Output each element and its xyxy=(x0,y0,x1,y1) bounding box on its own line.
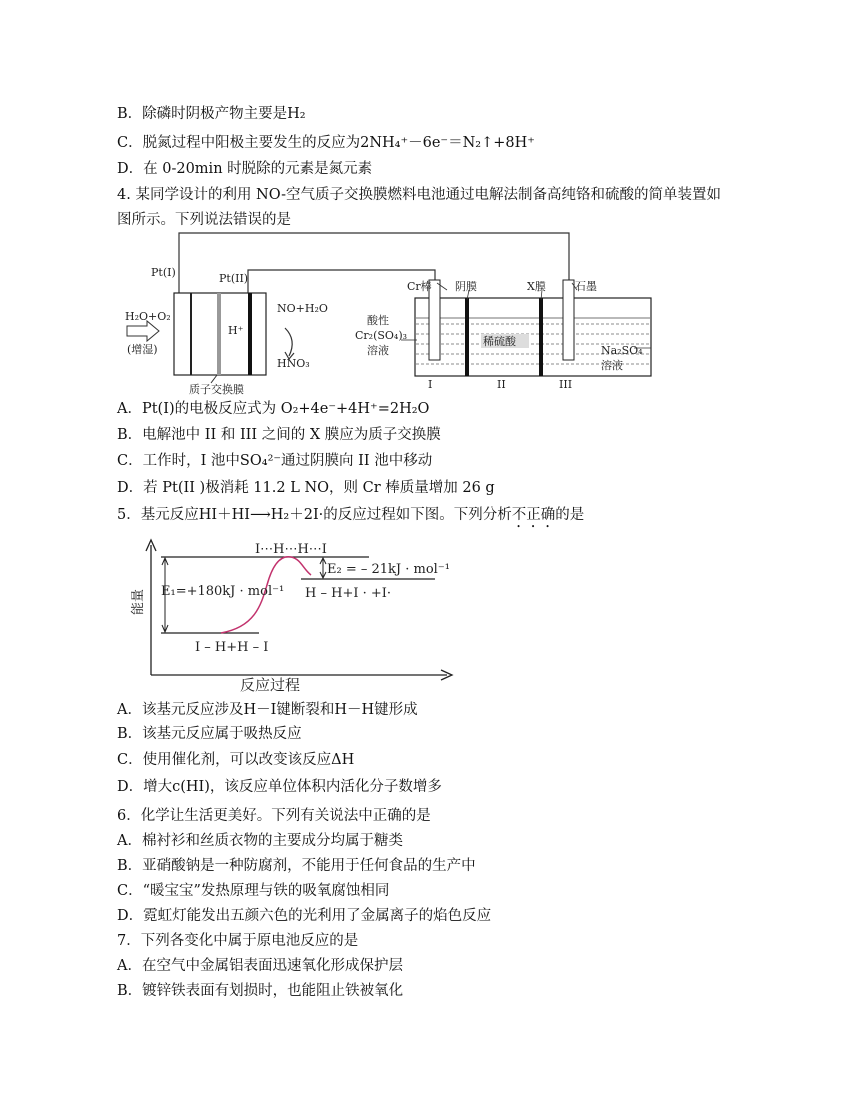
q6-option-b: B．亚硝酸钠是一种防腐剂，不能用于任何食品的生产中 xyxy=(117,858,476,874)
graphite-label: 石墨 xyxy=(575,280,597,293)
products-label: H – H+I · +I· xyxy=(305,586,392,601)
q4-option-a: A．Pt(Ⅰ)的电极反应式为 O₂+4e⁻+4H⁺=2H₂O xyxy=(117,401,430,417)
solution2-label: 溶液 xyxy=(601,359,623,372)
room2-label: II xyxy=(497,378,506,391)
acidic-label: 酸性 xyxy=(367,314,389,327)
q5-stem-emphasis: 不正确 xyxy=(511,507,556,523)
q3-option-d: D．在 0-20min 时脱除的元素是氮元素 xyxy=(117,161,373,177)
q6-option-c: C．“暖宝宝”发热原理与铁的吸氧腐蚀相同 xyxy=(117,883,390,899)
hplus-label: H⁺ xyxy=(228,324,244,337)
graphite-rod xyxy=(563,280,574,360)
pt1-label: Pt(I) xyxy=(151,266,176,279)
q6-option-a: A．棉衬衫和丝质衣物的主要成分均属于糖类 xyxy=(117,833,403,849)
e1-label: E₁=+180kJ · mol⁻¹ xyxy=(161,584,285,599)
q5-option-a: A．该基元反应涉及H－I键断裂和H－H键形成 xyxy=(117,702,418,718)
q4-stem-line1: 4. 某同学设计的利用 NO-空气质子交换膜燃料电池通过电解法制备高纯铬和硫酸的简单装置如 xyxy=(117,187,722,203)
q5-stem xyxy=(117,505,584,531)
q5-option-d: D．增大c(HI)，该反应单位体积内活化分子数增多 xyxy=(117,779,442,795)
q7-option-a: A．在空气中金属铝表面迅速氧化形成保护层 xyxy=(117,958,403,974)
no-h2o-label: NO+H₂O xyxy=(277,302,328,315)
q3-option-c: C．脱氮过程中阳极主要发生的反应为2NH₄⁺－6e⁻＝N₂↑+8H⁺ xyxy=(117,135,535,151)
q6-option-d: D．霓虹灯能发出五颜六色的光利用了金属离子的焰色反应 xyxy=(117,908,492,924)
q6-stem: 6．化学让生活更美好。下列有关说法中正确的是 xyxy=(117,808,431,824)
na-salt-label: Na₂SO₄ xyxy=(601,344,643,357)
e2-label: E₂ = – 21kJ · mol⁻¹ xyxy=(327,562,450,577)
q4-electrolysis-figure xyxy=(117,228,677,400)
q5-stem-part1: 5．基元反应HI＋HI⟶H₂＋2I·的反应过程如下图。下列分析 xyxy=(117,507,512,523)
y-axis-label: 能量 xyxy=(131,588,146,615)
pt2-label: Pt(II) xyxy=(219,272,249,285)
humid-label: (增湿) xyxy=(127,343,158,356)
room3-label: III xyxy=(559,378,573,391)
cr-rod-label: Cr棒 xyxy=(407,280,432,293)
room1-label: I xyxy=(428,378,433,391)
solution1-label: 溶液 xyxy=(367,344,389,357)
cr-salt-label: Cr₂(SO₄)₃ xyxy=(355,329,408,342)
q4-option-c: C．工作时，I 池中SO₄²⁻通过阴膜向 II 池中移动 xyxy=(117,453,433,469)
q4-option-d: D．若 Pt(II )极消耗 11.2 L NO，则 Cr 棒质量增加 26 g xyxy=(117,480,495,496)
x-axis-label: 反应过程 xyxy=(240,676,301,694)
q7-option-b: B．镀锌铁表面有划损时，也能阻止铁被氧化 xyxy=(117,983,404,999)
q5-stem-part3: 的是 xyxy=(555,507,585,523)
x-membrane-label: X膜 xyxy=(527,280,546,293)
q4-option-b: B．电解池中 II 和 III 之间的 X 膜应为质子交换膜 xyxy=(117,427,441,443)
q5-option-b: B．该基元反应属于吸热反应 xyxy=(117,726,302,742)
reactants-label: I – H+H – I xyxy=(195,640,269,655)
transition-state-label: I⋯H⋯H⋯I xyxy=(255,542,327,557)
membrane-label: 质子交换膜 xyxy=(189,383,244,396)
q7-stem: 7．下列各变化中属于原电池反应的是 xyxy=(117,933,359,949)
inlet-label: H₂O+O₂ xyxy=(125,310,171,323)
hno3-label: HNO₃ xyxy=(277,357,310,370)
q3-option-b: B．除磷时阴极产物主要是H₂ xyxy=(117,106,306,122)
q4-stem-line2: 图所示。下列说法错误的是 xyxy=(117,212,291,228)
q5-energy-diagram xyxy=(125,535,465,695)
q5-option-c: C．使用催化剂，可以改变该反应ΔH xyxy=(117,752,355,768)
anion-membrane-label: 阴膜 xyxy=(455,280,477,293)
dilute-acid-label: 稀硫酸 xyxy=(483,335,516,348)
